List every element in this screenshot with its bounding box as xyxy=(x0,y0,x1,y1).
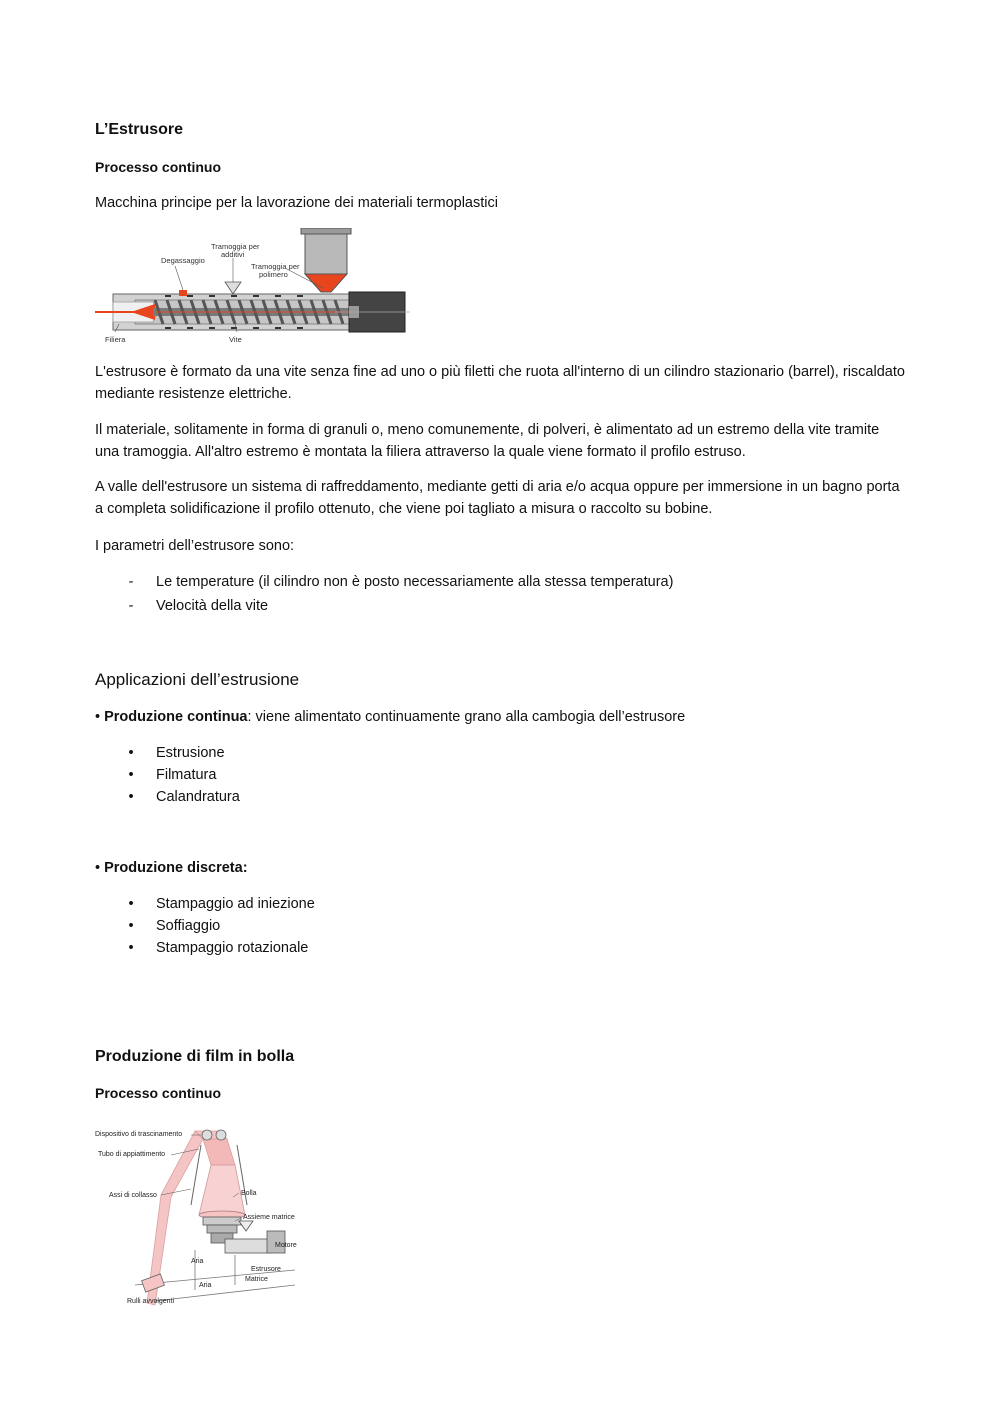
list-item xyxy=(128,764,217,786)
bullet-marker: • xyxy=(128,918,134,934)
label-rulli-avvolgenti: Rulli avvolgenti xyxy=(127,1298,175,1305)
paragraph-2: Il materiale, solitamente in forma di granuli o, meno comunemente, di polveri, è alimentato ad un estremo della vite tramite una tramoggia. All'altro estremo è montata la filiera attraverso la quale viene formato il profilo estruso. xyxy=(95,422,880,460)
section-title-film-bolla: Produzione di film in bolla xyxy=(95,1048,295,1065)
list-item-text: Stampaggio ad iniezione xyxy=(156,896,315,912)
dash-marker: - xyxy=(128,598,134,614)
label-vite: Vite xyxy=(229,335,242,344)
bullet-marker: • xyxy=(128,767,134,783)
list-item xyxy=(128,742,225,764)
label-trascinamento: Dispositivo di trascinamento xyxy=(95,1131,183,1138)
list-item xyxy=(128,595,269,617)
bullet-marker: • xyxy=(95,860,101,876)
label-motore: Motore xyxy=(275,1242,297,1249)
list-item-text: Filmatura xyxy=(156,767,217,783)
label-filiera: Filiera xyxy=(105,335,126,344)
intro-text: Macchina principe per la lavorazione dei materiali termoplastici xyxy=(95,195,498,211)
label-tramoggia-polimero-1: Tramoggia per xyxy=(251,262,300,271)
label-estrusore: Estrusore xyxy=(251,1266,281,1273)
list-item-text: Velocità della vite xyxy=(156,598,269,614)
dash-marker: - xyxy=(128,574,134,590)
bullet-marker: • xyxy=(128,745,134,761)
continuous-text: : viene alimentato continuamente grano alla cambogia dell’estrusore xyxy=(247,709,686,725)
list-item xyxy=(128,915,221,937)
extruder-diagram xyxy=(95,228,410,346)
list-item xyxy=(128,786,240,808)
list-item-text: Estrusione xyxy=(156,745,225,761)
paragraph-3: A valle dell'estrusore un sistema di raffreddamento, mediante getti di aria e/o acqua oppure per immersione in un bagno porta a completa solidificazione il profilo ottenuto, che viene poi tagliato a misura o raccolto su bobine. xyxy=(95,479,900,517)
list-item-text: Soffiaggio xyxy=(156,918,221,934)
bullet-marker: • xyxy=(128,940,134,956)
discrete-production-line xyxy=(95,857,248,879)
subtitle-processo-continuo: Processo continuo xyxy=(95,159,222,175)
list-item xyxy=(128,893,315,915)
list-item xyxy=(128,937,309,959)
label-degassaggio: Degassaggio xyxy=(161,256,205,265)
blown-film-diagram xyxy=(95,1125,305,1310)
label-collasso: Assi di collasso xyxy=(109,1192,157,1199)
list-item-text: Stampaggio rotazionale xyxy=(156,940,309,956)
list-item xyxy=(128,571,674,593)
label-aria-1: Aria xyxy=(191,1258,204,1265)
section-title-applicazioni: Applicazioni dell’estrusione xyxy=(95,670,300,689)
label-aria-2: Aria xyxy=(199,1282,212,1289)
label-matrice: Matrice xyxy=(245,1276,268,1283)
continuous-label: Produzione continua xyxy=(104,709,248,725)
paragraph-1: L'estrusore è formato da una vite senza fine ad uno o più filetti che ruota all'interno di un cilindro stazionario (barrel), riscaldato mediante resistenze elettriche. xyxy=(95,364,905,402)
subtitle-processo-continuo-2: Processo continuo xyxy=(95,1085,222,1101)
label-tramoggia-additivi-1: Tramoggia per xyxy=(211,242,260,251)
label-tramoggia-additivi-2: additivi xyxy=(221,250,245,259)
continuous-production-line xyxy=(95,706,915,728)
params-intro: I parametri dell’estrusore sono: xyxy=(95,538,295,554)
label-appiattimento: Tubo di appiattimento xyxy=(98,1151,166,1158)
label-bolla: Bolla xyxy=(241,1190,257,1197)
bullet-marker: • xyxy=(95,709,101,725)
list-item-text: Le temperature (il cilindro non è posto necessariamente alla stessa temperatura) xyxy=(156,574,674,590)
label-assieme-matrice: Assieme matrice xyxy=(243,1214,295,1221)
label-tramoggia-polimero-2: polimero xyxy=(259,270,288,279)
section-title-estrusore: L’Estrusore xyxy=(95,121,184,138)
list-item-text: Calandratura xyxy=(156,789,240,805)
discrete-label: Produzione discreta: xyxy=(104,860,248,876)
bullet-marker: • xyxy=(128,896,134,912)
bullet-marker: • xyxy=(128,789,134,805)
